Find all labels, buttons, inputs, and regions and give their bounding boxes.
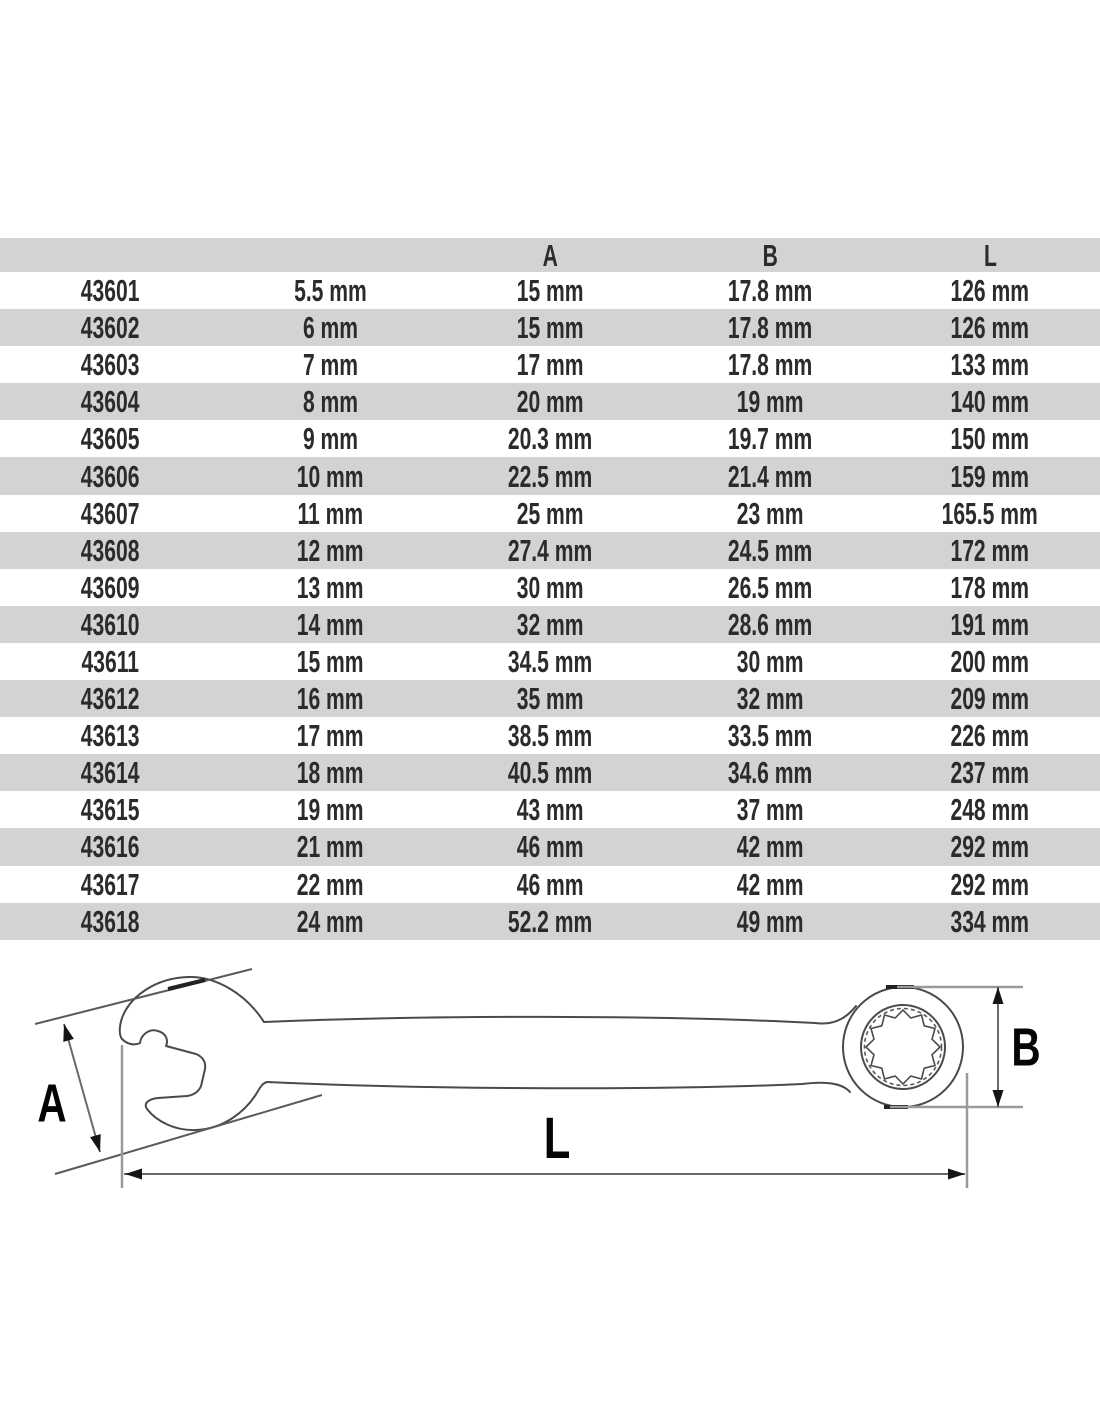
table-cell: 42 mm: [736, 829, 804, 865]
table-cell: 133 mm: [950, 347, 1030, 383]
table-cell: 126 mm: [950, 310, 1030, 346]
table-cell: 52.2 mm: [507, 903, 593, 939]
table-row: [0, 717, 1100, 754]
table-row: [0, 791, 1100, 828]
table-cell: 46 mm: [516, 829, 584, 865]
table-cell: 140 mm: [950, 384, 1030, 420]
table-cell: 43601: [80, 273, 140, 309]
table-cell: 22.5 mm: [507, 458, 593, 494]
table-row: [0, 309, 1100, 346]
table-cell: 32 mm: [516, 606, 584, 642]
table-cell: 126 mm: [950, 273, 1030, 309]
table-cell: 17 mm: [516, 347, 584, 383]
open-end-outline: [120, 977, 267, 1130]
table-cell: 43605: [80, 421, 140, 457]
table-cell: 19 mm: [736, 384, 804, 420]
table-cell: 34.6 mm: [727, 755, 813, 791]
table-cell: 292 mm: [950, 829, 1030, 865]
table-cell: 26.5 mm: [727, 569, 813, 605]
table-cell: 191 mm: [950, 606, 1030, 642]
table-cell: 17.8 mm: [727, 310, 813, 346]
table-row: [0, 680, 1100, 717]
table-row: [0, 495, 1100, 532]
table-cell: 17 mm: [296, 718, 364, 754]
table-cell: 25 mm: [516, 495, 584, 531]
dim-l-arrow-right: [948, 1169, 965, 1180]
table-cell: 7 mm: [302, 347, 358, 383]
table-cell: 9 mm: [302, 421, 358, 457]
table-cell: 43606: [80, 458, 140, 494]
dim-label-a: A: [37, 1074, 67, 1134]
table-cell: 43610: [80, 606, 140, 642]
table-row: [0, 754, 1100, 791]
table-cell: 40.5 mm: [507, 755, 593, 791]
table-cell: 28.6 mm: [727, 606, 813, 642]
table-cell: 43618: [80, 903, 140, 939]
table-cell: 15 mm: [516, 273, 584, 309]
table-cell: 38.5 mm: [507, 718, 593, 754]
header-cell-l: L: [983, 237, 997, 273]
table-cell: 20 mm: [516, 384, 584, 420]
ring-inner-circle: [861, 1005, 945, 1089]
table-cell: 24 mm: [296, 903, 364, 939]
table-cell: 43604: [80, 384, 140, 420]
table-cell: 13 mm: [296, 569, 364, 605]
table-cell: 43 mm: [516, 792, 584, 828]
header-cell-code: [0, 247, 220, 263]
table-cell: 43609: [80, 569, 140, 605]
table-cell: 178 mm: [950, 569, 1030, 605]
table-cell: 19 mm: [296, 792, 364, 828]
table-cell: 14 mm: [296, 606, 364, 642]
table-row: [0, 532, 1100, 569]
shank-bottom-edge: [267, 1082, 850, 1092]
table-cell: 43616: [80, 829, 140, 865]
twelve-point-socket: [866, 1010, 940, 1084]
table-cell: 165.5 mm: [941, 495, 1039, 531]
table-cell: 15 mm: [516, 310, 584, 346]
table-row: [0, 346, 1100, 383]
header-cell-size: [220, 247, 440, 263]
table-cell: 49 mm: [736, 903, 804, 939]
table-cell: 150 mm: [950, 421, 1030, 457]
dim-b-arrow-bottom: [993, 1090, 1004, 1107]
table-row: [0, 569, 1100, 606]
table-row: [0, 606, 1100, 643]
table-cell: 43617: [80, 866, 140, 902]
table-cell: 15 mm: [296, 643, 364, 679]
table-cell: 43613: [80, 718, 140, 754]
table-cell: 22 mm: [296, 866, 364, 902]
table-cell: 43607: [80, 495, 140, 531]
spec-table: [0, 238, 1100, 940]
table-cell: 32 mm: [736, 681, 804, 717]
table-cell: 8 mm: [302, 384, 358, 420]
table-cell: 30 mm: [736, 643, 804, 679]
table-cell: 37 mm: [736, 792, 804, 828]
table-cell: 159 mm: [950, 458, 1030, 494]
table-cell: 6 mm: [302, 310, 358, 346]
table-cell: 43611: [81, 643, 139, 679]
table-cell: 35 mm: [516, 681, 584, 717]
table-cell: 200 mm: [950, 643, 1030, 679]
table-cell: 12 mm: [296, 532, 364, 568]
dim-a-tangent-upper: [35, 969, 252, 1024]
table-cell: 42 mm: [736, 866, 804, 902]
dim-b-arrow-top: [993, 987, 1004, 1004]
table-row: [0, 420, 1100, 457]
table-cell: 17.8 mm: [727, 347, 813, 383]
table-cell: 30 mm: [516, 569, 584, 605]
table-row: [0, 272, 1100, 309]
shank-top-edge: [264, 1006, 856, 1024]
table-cell: 248 mm: [950, 792, 1030, 828]
table-cell: 209 mm: [950, 681, 1030, 717]
dim-label-l: L: [543, 1105, 571, 1171]
table-cell: 43612: [80, 681, 140, 717]
dim-a-arrow-bottom: [90, 1134, 101, 1152]
table-cell: 334 mm: [950, 903, 1030, 939]
table-row: [0, 828, 1100, 865]
table-cell: 226 mm: [950, 718, 1030, 754]
table-row: [0, 457, 1100, 494]
dim-a-line: [64, 1024, 100, 1152]
dim-l-arrow-left: [125, 1169, 142, 1180]
table-cell: 23 mm: [736, 495, 804, 531]
table-cell: 33.5 mm: [727, 718, 813, 754]
ratchet-teeth-circle: [865, 1009, 942, 1086]
table-cell: 5.5 mm: [293, 273, 367, 309]
table-cell: 21.4 mm: [727, 458, 813, 494]
table-cell: 17.8 mm: [727, 273, 813, 309]
table-header-row: [0, 238, 1100, 272]
table-cell: 16 mm: [296, 681, 364, 717]
table-cell: 43603: [80, 347, 140, 383]
table-cell: 43614: [80, 755, 140, 791]
table-cell: 43615: [80, 792, 140, 828]
table-cell: 172 mm: [950, 532, 1030, 568]
table-cell: 21 mm: [296, 829, 364, 865]
table-cell: 20.3 mm: [507, 421, 593, 457]
table-cell: 46 mm: [516, 866, 584, 902]
table-cell: 19.7 mm: [727, 421, 813, 457]
wrench-drawing: [0, 940, 1100, 1310]
table-cell: 34.5 mm: [507, 643, 593, 679]
dim-a-head-tangent-mark: [168, 980, 205, 989]
table-row: [0, 903, 1100, 940]
table-row: [0, 383, 1100, 420]
dim-label-b: B: [1011, 1018, 1041, 1078]
table-row: [0, 643, 1100, 680]
table-cell: 292 mm: [950, 866, 1030, 902]
header-cell-b: B: [762, 237, 778, 273]
header-cell-a: A: [542, 237, 558, 273]
dim-a-arrow-top: [63, 1024, 74, 1042]
table-row: [0, 866, 1100, 903]
spec-table-body: [0, 272, 1100, 940]
table-cell: 24.5 mm: [727, 532, 813, 568]
table-cell: 43602: [80, 310, 140, 346]
table-cell: 237 mm: [950, 755, 1030, 791]
table-cell: 11 mm: [297, 495, 363, 531]
table-cell: 10 mm: [296, 458, 364, 494]
table-cell: 43608: [80, 532, 140, 568]
table-cell: 18 mm: [296, 755, 364, 791]
table-cell: 27.4 mm: [507, 532, 593, 568]
